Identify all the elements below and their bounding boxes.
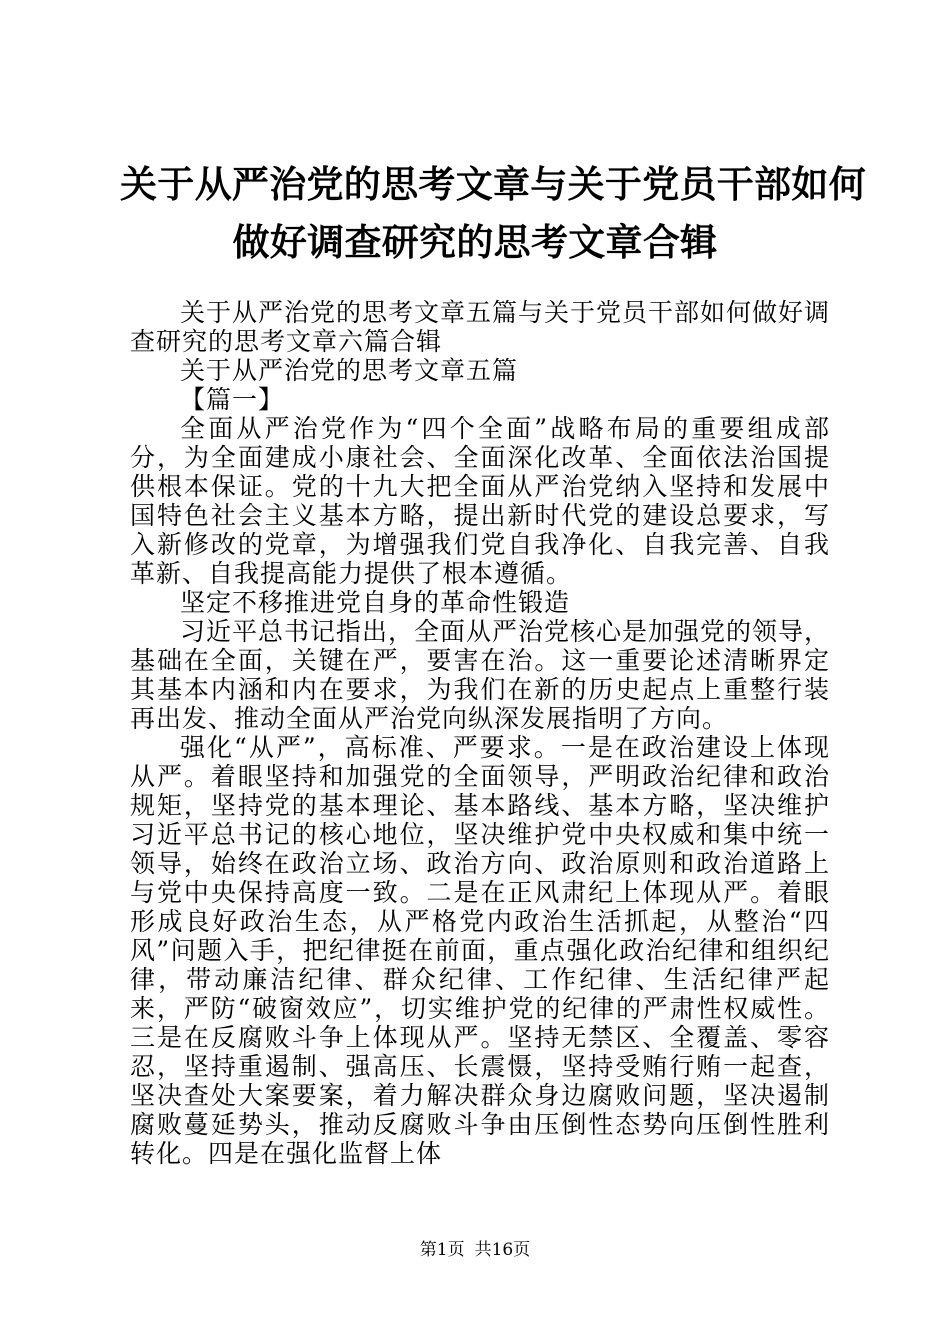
page-number: 第1页	[419, 1240, 465, 1260]
paragraph-body: 强化“从严”，高标准、严要求。一是在政治建设上体现从严。着眼坚持和加强党的全面领导，严明政治纪律和政治规矩，坚持党的基本理论、基本路线、基本方略，坚决维护习近平总书记的核心地位，坚决维护党中央权威和集中统一领导，始终在政治立场、政治方向、政治原则和政治道路上与党中央保持高度一致。二是在正风肃纪上体现从严。着眼形成良好政治生态，从严格党内政治生活抓起，从整治“四风”问题入手，把纪律挺在前面，重点强化政治纪律和组织纪律，带动廉洁纪律、群众纪律、工作纪律、生活纪律严起来，严防“破窗效应”，切实维护党的纪律的严肃性权威性。三是在反腐败斗争上体现从严。坚持无禁区、全覆盖、零容忍，坚持重遏制、强高压、长震慑，坚持受贿行贿一起查，坚决查处大案要案，着力解决群众身边腐败问题，坚决遏制腐败蔓延势头，推动反腐败斗争由压倒性态势向压倒性胜利转化。四是在强化监督上体	[130, 733, 830, 1168]
paragraph-body: 习近平总书记指出，全面从严治党核心是加强党的领导，基础在全面，关键在严，要害在治。这一重要论述清晰界定其基本内涵和内在要求，为我们在新的历史起点上重整行装再出发、推动全面从严治党向纵深发展指明了方向。	[130, 617, 831, 733]
page-total: 共16页	[474, 1240, 531, 1260]
page-footer	[0, 1242, 950, 1259]
paragraph-section-heading: 关于从严治党的思考文章五篇	[180, 356, 519, 385]
paragraph-subheading: 坚定不移推进党自身的革命性锻造	[180, 588, 571, 617]
paragraph-chapter-label: 【篇一】	[180, 385, 285, 414]
paragraph-intro: 关于从严治党的思考文章五篇与关于党员干部如何做好调查研究的思考文章六篇合辑	[130, 298, 831, 356]
document-title-line-2: 做好调查研究的思考文章合辑	[232, 220, 718, 264]
document-title-line-1: 关于从严治党的思考文章与关于党员干部如何	[120, 162, 866, 206]
document-body	[130, 298, 830, 1168]
paragraph-body: 全面从严治党作为“四个全面”战略布局的重要组成部分，为全面建成小康社会、全面深化改革、全面依法治国提供根本保证。党的十九大把全面从严治党纳入坚持和发展中国特色社会主义基本方略，提出新时代党的建设总要求，写入新修改的党章，为增强我们党自我净化、自我完善、自我革新、自我提高能力提供了根本遵循。	[130, 414, 830, 588]
